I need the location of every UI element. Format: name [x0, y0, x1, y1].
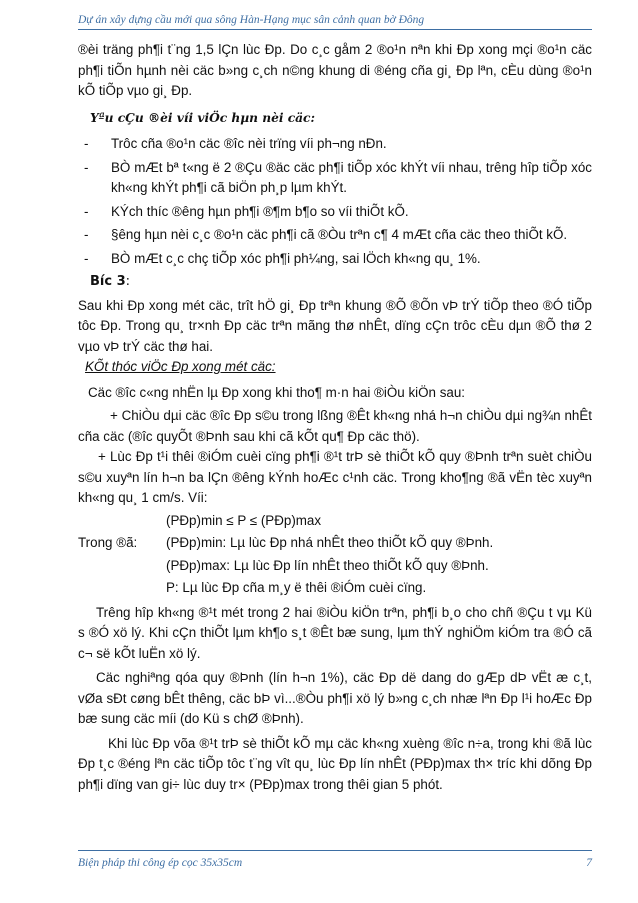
list-item: - Trôc cña ®o¹n cäc ®îc nèi trïng víi ph¬ng nÐn.	[84, 136, 387, 151]
requirements-heading: Yªu cÇu ®èi víi viÖc hµn nèi cäc:	[90, 110, 315, 125]
footer-title: Biện pháp thi công ép cọc 35x35cm	[78, 857, 243, 869]
page-number: 7	[586, 857, 592, 869]
page-footer	[78, 850, 592, 869]
condition-one-paragraph: + ChiÒu dµi cäc ®îc Ðp s©u trong lßng ®Êt kh«ng nhá h¬n chiÒu dµi ng¾n nhÊt cña cäc (®îc quyÕt ®Þnh sau khi cã kÕt qu¶ Ðp cäc thö).	[78, 408, 592, 444]
requirements-list	[78, 134, 592, 269]
condition-two-paragraph: + Lùc Ðp t¹i thêi ®iÓm cuèi cïng ph¶i ®¹t trÞ sè thiÕt kÕ quy ®Þnh trªn suèt chiÒu s©u xuyªn lín h¬n ba lÇn ®êng kÝnh hoÆc c¹nh cäc. Trong kho¶ng ®ã vËn tèc xuyªn kh«ng qu¸ 1 cm/s. Víi:	[78, 449, 592, 505]
formula-max-definition: (PÐp)max: Lµ lùc Ðp lín nhÊt theo thiÕt kÕ quy ®Þnh.	[166, 557, 489, 573]
completion-heading: KÕt thóc viÖc Ðp xong mét cäc:	[85, 359, 276, 374]
formula-definition-row	[78, 556, 592, 577]
formula-min-definition: (PÐp)min: Lµ lùc Ðp nhá nhÊt theo thiÕt kÕ quy ®Þnh.	[166, 535, 494, 550]
formula-definition-row	[78, 578, 592, 599]
formula-definition-row	[78, 533, 592, 554]
list-item: - §êng hµn nèi c¸c ®o¹n cäc ph¶i cã ®Òu trªn c¶ 4 mÆt cña cäc theo thiÕt kÕ.	[84, 227, 568, 242]
list-item: - KÝch thíc ®êng hµn ph¶i ®¶m b¶o so víi thiÕt kÕ.	[84, 203, 409, 219]
formula-where-label: Trong ®ã:	[78, 535, 138, 550]
list-item: - BÒ mÆt c¸c chç tiÕp xóc ph¶i ph¼ng, sai lÖch kh«ng qu¸ 1%.	[84, 250, 481, 266]
tilt-case-paragraph: Cäc nghiªng qóa quy ®Þnh (lín h¬n 1%), cäc Ðp dë dang do gÆp dÞ vËt æ c¸t, vØa sÐt cøng bÊt thêng, cäc bÞ vì...®Òu ph¶i xö lý b»ng c¸ch nhæ lªn Ðp l¹i hoÆc Ðp bæ sung cäc míi (do Kü s chØ ®Þnh).	[78, 670, 592, 726]
formula-p-definition: P: Lµ lùc Ðp cña m¸y ë thêi ®iÓm cuèi cïng.	[166, 580, 427, 595]
intro-paragraph: ®èi träng ph¶i t¨ng 1,5 lÇn lùc Ðp. Do c¸c gåm 2 ®o¹n nªn khi Ðp xong mçi ®o¹n cäc ph¶i tiÕn hµnh nèi cäc b»ng c¸ch n©ng khung di ®éng cña gi¸ Ðp lªn, cÈu dùng ®o¹n kÕ tiÕp vµo gi¸ Ðp.	[78, 42, 592, 98]
formula-inequality: (PÐp)min ≤ P ≤ (PÐp)max	[166, 512, 322, 528]
step3-paragraph: Sau khi Ðp xong mét cäc, trît hÖ gi¸ Ðp trªn khung ®Õ ®Õn vÞ trÝ tiÕp theo ®Ó tiÕp tôc Ðp. Trong qu¸ tr×nh Ðp cäc trªn mãng thø nhÊt, dïng cÇn trôc cÈu dµn ®Õ thø 2 vµo vÞ trÝ cäc thø hai.	[78, 297, 592, 354]
final-paragraph: Khi lùc Ðp võa ®¹t trÞ sè thiÕt kÕ mµ cäc kh«ng xuèng ®îc n÷a, trong khi ®ã lùc Ðp t¸c ®éng lªn cäc tiÕp tôc t¨ng vît qu¸ lùc Ðp lín nhÊt (PÐp)max th× tríc khi dõng Ðp ph¶i dïng van gi÷ lùc duy tr× (PÐp)max trong thêi gian 5 phót.	[78, 735, 592, 792]
formula-inequality-row	[78, 511, 592, 532]
page-content	[78, 40, 592, 795]
condition-paragraph: Cäc ®îc c«ng nhËn lµ Ðp xong khi tho¶ m·n hai ®iÒu kiÖn sau:	[88, 384, 466, 400]
step-heading: Bíc 3:	[90, 274, 131, 289]
list-item: - BÒ mÆt bª t«ng ë 2 ®Çu ®äc cäc ph¶i tiÕp xóc khÝt víi nhau, trêng hîp tiÕp xóc kh«ng khÝt ph¶i cã biÖn ph¸p lµm khÝt.	[84, 159, 592, 195]
page-header: Dự án xây dựng cầu mới qua sông Hàn-Hạng mục sân cảnh quan bờ Đông	[78, 14, 592, 30]
failure-case-paragraph: Trêng hîp kh«ng ®¹t mét trong 2 hai ®iÒu kiÖn trªn, ph¶i b¸o cho chñ ®Çu t vµ Kü s ®Ó xö lý. Khi cÇn thiÕt lµm kh¶o s¸t ®Êt bæ sung, lµm thÝ nghiÖm kiÓm tra ®Ó cã c¬ së kÕt luËn xö lý.	[78, 604, 592, 661]
